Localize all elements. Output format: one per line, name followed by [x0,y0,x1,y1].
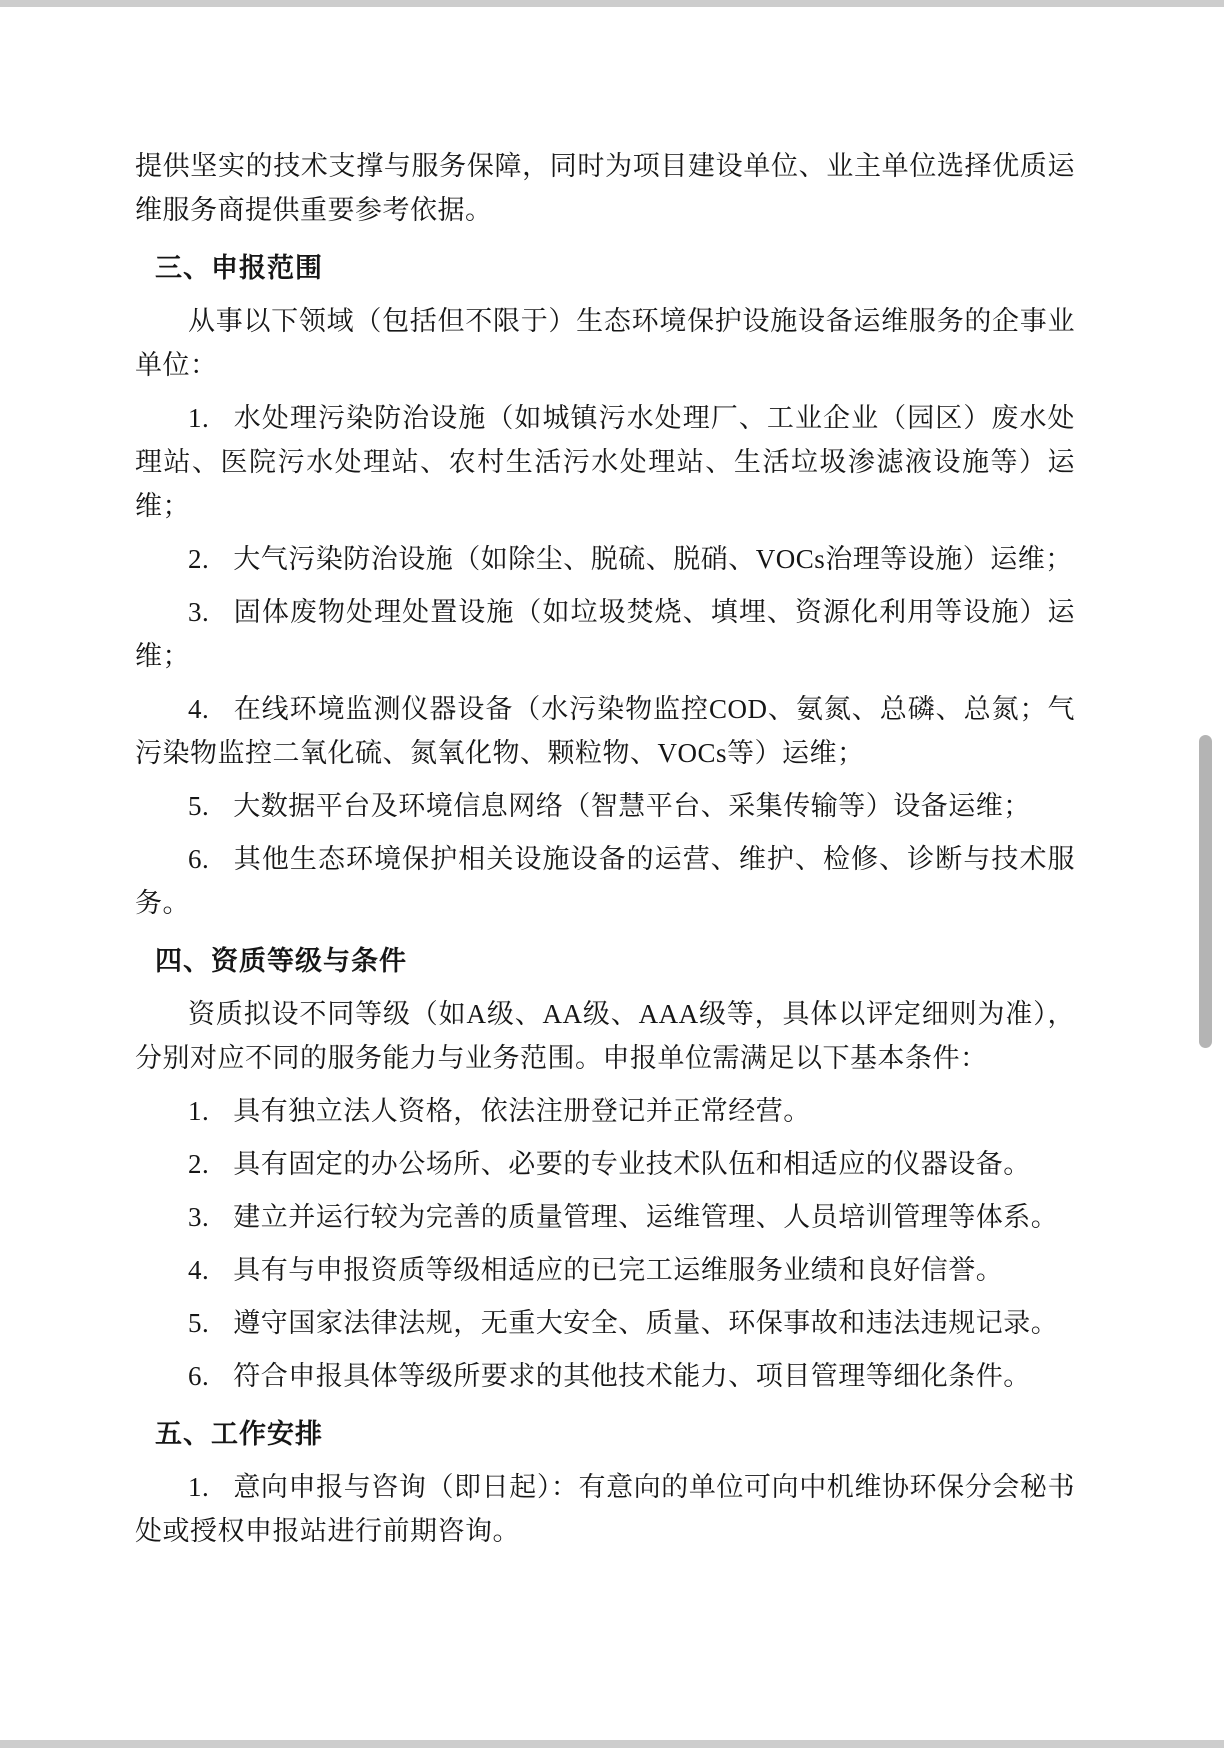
item-number: 2. [188,544,210,574]
list-item [135,837,1075,925]
item-text: 遵守国家法律法规，无重大安全、质量、环保事故和违法违规记录。 [233,1308,1059,1338]
item-number: 4. [188,1255,210,1285]
list-item [135,1301,1075,1345]
list-item [135,1465,1075,1553]
paragraph-continuation: 提供坚实的技术支撑与服务保障，同时为项目建设单位、业主单位选择优质运维服务商提供重要参考依据。 [135,151,1075,225]
item-text: 具有与申报资质等级相适应的已完工运维服务业绩和良好信誉。 [233,1255,1004,1285]
scrollbar-thumb[interactable] [1199,735,1212,1048]
item-number: 5. [188,1308,210,1338]
item-number: 1. [188,1096,210,1126]
list-item [135,537,1075,581]
list-item [135,1089,1075,1133]
item-number: 1. [188,1472,210,1502]
list-item [135,1195,1075,1239]
list-item [135,1142,1075,1186]
item-text: 建立并运行较为完善的质量管理、运维管理、人员培训管理等体系。 [233,1202,1059,1232]
item-number: 6. [188,844,210,874]
item-text: 在线环境监测仪器设备（水污染物监控COD、氨氮、总磷、总氮；气污染物监控二氧化硫、氮氧化物、颗粒物、VOCs等）运维； [135,694,1075,768]
list-item [135,396,1075,528]
item-text: 意向申报与咨询（即日起）：有意向的单位可向中机维协环保分会秘书处或授权申报站进行前期咨询。 [135,1472,1075,1546]
list-item [135,784,1075,828]
viewer-top-edge [0,0,1224,7]
item-number: 3. [188,1202,210,1232]
item-number: 3. [188,597,210,627]
item-text: 大数据平台及环境信息网络（智慧平台、采集传输等）设备运维； [233,791,1031,821]
section-heading-3: 三、申报范围 [155,253,323,283]
item-text: 大气污染防治设施（如除尘、脱硫、脱硝、VOCs治理等设施）运维； [233,544,1073,574]
paragraph: 从事以下领域（包括但不限于）生态环境保护设施设备运维服务的企事业单位： [135,306,1075,380]
list-item [135,590,1075,678]
item-text: 水处理污染防治设施（如城镇污水处理厂、工业企业（园区）废水处理站、医院污水处理站、农村生活污水处理站、生活垃圾渗滤液设施等）运维； [135,403,1075,521]
item-number: 2. [188,1149,210,1179]
list-item [135,1354,1075,1398]
item-number: 4. [188,694,210,724]
item-number: 5. [188,791,210,821]
item-text: 具有独立法人资格，依法注册登记并正常经营。 [233,1096,811,1126]
item-text: 固体废物处理处置设施（如垃圾焚烧、填埋、资源化利用等设施）运维； [135,597,1075,671]
section-heading-5: 五、工作安排 [155,1419,323,1449]
item-text: 具有固定的办公场所、必要的专业技术队伍和相适应的仪器设备。 [233,1149,1031,1179]
list-item [135,687,1075,775]
document-page [0,7,1224,1740]
viewer-bottom-edge [0,1740,1224,1748]
list-item [135,1248,1075,1292]
item-text: 符合申报具体等级所要求的其他技术能力、项目管理等细化条件。 [233,1361,1031,1391]
document-body [135,144,1075,1553]
item-number: 6. [188,1361,210,1391]
item-text: 其他生态环境保护相关设施设备的运营、维护、检修、诊断与技术服务。 [135,844,1075,918]
section-heading-4: 四、资质等级与条件 [155,946,407,976]
paragraph: 资质拟设不同等级（如A级、AA级、AAA级等，具体以评定细则为准），分别对应不同的服务能力与业务范围。申报单位需满足以下基本条件： [135,999,1075,1073]
item-number: 1. [188,403,210,433]
